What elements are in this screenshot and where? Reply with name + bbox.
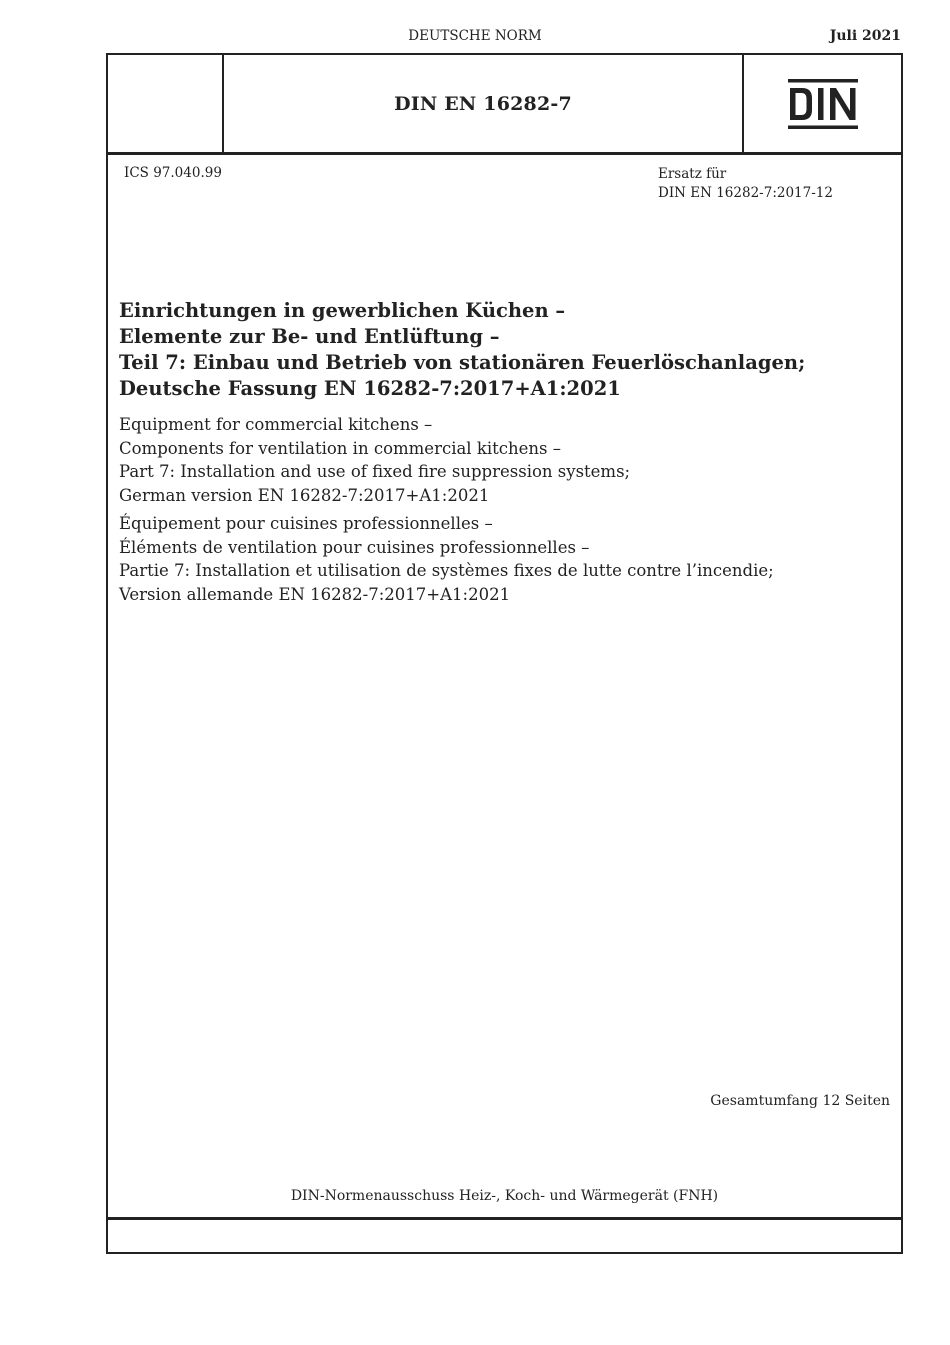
ics-code: ICS 97.040.99 [124, 165, 222, 181]
publication-date: Juli 2021 [829, 28, 901, 44]
title-line: Version allemande EN 16282-7:2017+A1:2021 [119, 584, 511, 604]
replacement-value: DIN EN 16282-7:2017-12 [658, 185, 833, 201]
title-line: Deutsche Fassung EN 16282-7:2017+A1:2021 [119, 377, 621, 400]
title-line: Teil 7: Einbau und Betrieb von stationären Feuerlöschanlagen; [119, 351, 806, 374]
header-number-cell [224, 55, 744, 152]
footer-divider [108, 1217, 901, 1220]
title-line: Equipment for commercial kitchens – [119, 415, 433, 434]
document-number: DIN EN 16282-7 [394, 92, 572, 115]
din-logo-icon [785, 76, 861, 132]
committee-name: DIN-Normenausschuss Heiz-, Koch- und Wärmegerät (FNH) [290, 1188, 719, 1204]
title-line: Éléments de ventilation pour cuisines professionnelles – [119, 537, 590, 557]
title-german [119, 298, 805, 402]
title-english [119, 413, 630, 507]
replacement-label: Ersatz für [658, 166, 727, 182]
title-line: Components for ventilation in commercial kitchens – [119, 438, 561, 458]
title-line: German version EN 16282-7:2017+A1:2021 [119, 485, 490, 505]
cover-frame [106, 53, 903, 1254]
header-logo-cell [744, 55, 901, 152]
title-line: Équipement pour cuisines professionnelles – [119, 514, 493, 533]
page-count: Gesamtumfang 12 Seiten [710, 1093, 890, 1109]
title-line: Einrichtungen in gewerblichen Küchen – [119, 299, 566, 322]
title-french [119, 512, 774, 606]
title-line: Partie 7: Installation et utilisation de systèmes fixes de lutte contre l’incendie; [119, 561, 774, 580]
header-row [108, 55, 901, 155]
replacement-info [658, 165, 833, 203]
header-empty-cell [108, 55, 224, 152]
document-type-label: DEUTSCHE NORM [408, 28, 542, 44]
title-line: Elemente zur Be- und Entlüftung – [119, 325, 500, 348]
title-line: Part 7: Installation and use of fixed fire suppression systems; [119, 462, 631, 481]
